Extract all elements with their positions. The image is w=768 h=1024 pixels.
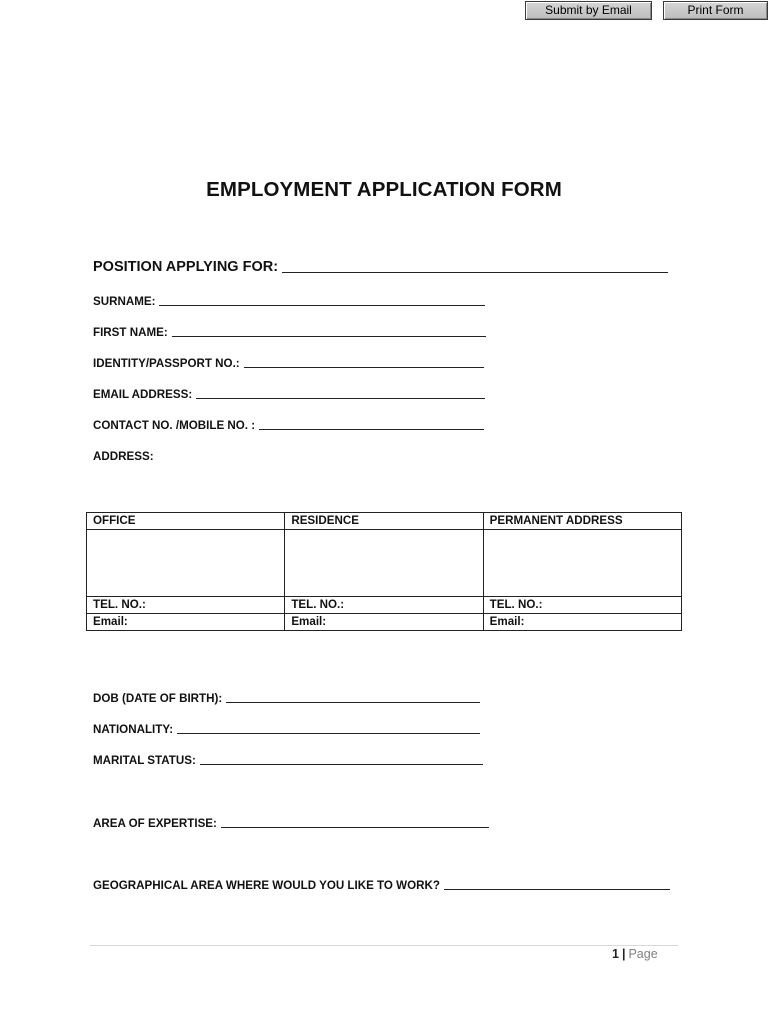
address-table-header-row	[87, 513, 682, 530]
address-table-email-row	[87, 614, 682, 631]
permanent-tel-field[interactable]: TEL. NO.:	[483, 597, 681, 614]
dob-field[interactable]	[226, 701, 480, 703]
geo-row	[93, 879, 670, 892]
identity-row	[93, 357, 484, 370]
dob-label: DOB (DATE OF BIRTH):	[93, 692, 223, 705]
expertise-row	[93, 817, 489, 830]
surname-label: SURNAME:	[93, 295, 156, 308]
office-email-field[interactable]: Email:	[87, 614, 285, 631]
address-label: ADDRESS:	[93, 450, 154, 463]
contact-label: CONTACT NO. /MOBILE NO. :	[93, 419, 256, 432]
surname-row	[93, 295, 485, 308]
residence-email-field[interactable]: Email:	[285, 614, 483, 631]
address-table-address-row	[87, 530, 682, 597]
page-number: 1	[612, 947, 619, 961]
position-row	[93, 259, 668, 275]
marital-row	[93, 754, 483, 767]
expertise-label: AREA OF EXPERTISE:	[93, 817, 217, 830]
contact-row	[93, 419, 484, 432]
residence-address-field[interactable]	[285, 530, 483, 597]
nationality-row	[93, 723, 480, 736]
page-footer	[612, 947, 658, 961]
form-title: EMPLOYMENT APPLICATION FORM	[206, 178, 562, 201]
expertise-field[interactable]	[221, 826, 489, 828]
nationality-label: NATIONALITY:	[93, 723, 174, 736]
marital-field[interactable]	[200, 763, 483, 765]
marital-label: MARITAL STATUS:	[93, 754, 196, 767]
residence-tel-field[interactable]: TEL. NO.:	[285, 597, 483, 614]
surname-field[interactable]	[159, 304, 485, 306]
identity-field[interactable]	[244, 366, 484, 368]
contact-field[interactable]	[259, 428, 484, 430]
email-row	[93, 388, 485, 401]
identity-label: IDENTITY/PASSPORT NO.:	[93, 357, 240, 370]
geo-label: GEOGRAPHICAL AREA WHERE WOULD YOU LIKE TO WORK?	[93, 879, 440, 892]
first-name-row	[93, 326, 486, 339]
position-label: POSITION APPLYING FOR:	[93, 259, 279, 275]
email-field[interactable]	[196, 397, 485, 399]
residence-header: RESIDENCE	[285, 513, 483, 530]
first-name-label: FIRST NAME:	[93, 326, 168, 339]
page-label: Page	[628, 947, 658, 961]
office-address-field[interactable]	[87, 530, 285, 597]
address-table	[86, 512, 682, 631]
address-row	[93, 450, 158, 463]
email-label: EMAIL ADDRESS:	[93, 388, 193, 401]
geo-field[interactable]	[444, 888, 670, 890]
address-table-tel-row	[87, 597, 682, 614]
position-field[interactable]	[282, 271, 668, 273]
submit-by-email-button[interactable]: Submit by Email	[525, 1, 652, 20]
footer-divider	[90, 945, 678, 946]
permanent-address-field[interactable]	[483, 530, 681, 597]
print-form-button[interactable]: Print Form	[663, 1, 768, 20]
office-tel-field[interactable]: TEL. NO.:	[87, 597, 285, 614]
dob-row	[93, 692, 480, 705]
nationality-field[interactable]	[177, 732, 480, 734]
permanent-address-header: PERMANENT ADDRESS	[483, 513, 681, 530]
page-separator: |	[621, 947, 626, 961]
first-name-field[interactable]	[172, 335, 486, 337]
permanent-email-field[interactable]: Email:	[483, 614, 681, 631]
office-header: OFFICE	[87, 513, 285, 530]
